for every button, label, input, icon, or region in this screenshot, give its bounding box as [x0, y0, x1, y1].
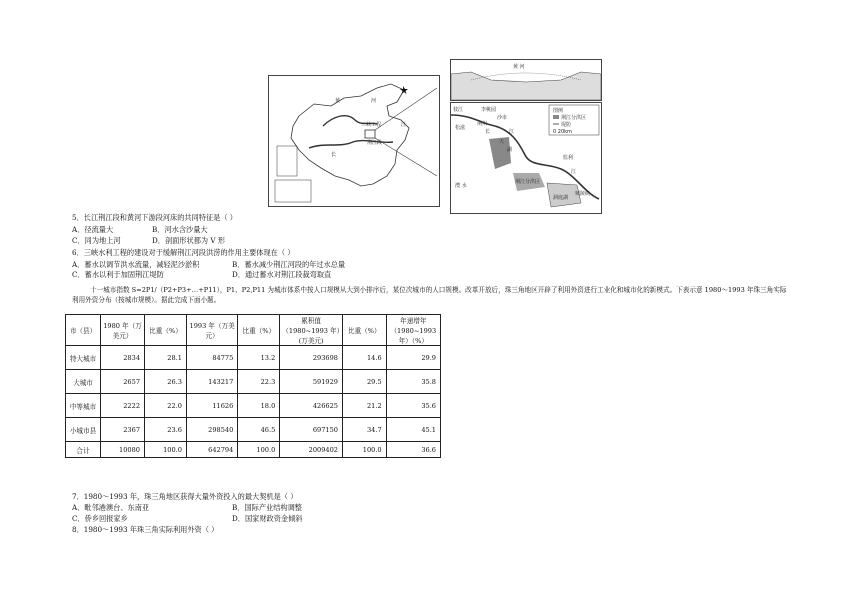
china-map-drawing [269, 76, 439, 206]
table-header-cell: 年递增年（1980~1993年）（%） [386, 315, 440, 346]
table-cell: 46.5 [238, 418, 280, 442]
table-cell: 26.3 [145, 370, 187, 394]
svg-text:李桃园: 李桃园 [481, 107, 497, 113]
q5-option-c: C．同为地上河 [72, 236, 121, 245]
jingjiang-map-drawing [451, 103, 601, 213]
q7-option-a: A．毗邻港澳台、东南亚 [72, 503, 150, 512]
table-cell: 大城市 [66, 370, 101, 394]
q5-option-b: B．河水含沙量大 [152, 225, 208, 234]
table-row [66, 370, 441, 394]
table-cell: 298540 [186, 418, 237, 442]
q8-stem: 8．1980～1993 年珠三角实际利用外资（ ） [72, 525, 219, 534]
table-row [66, 394, 441, 418]
table-cell: 293698 [280, 346, 343, 370]
table-cell: 23.6 [145, 418, 187, 442]
table-cell: 21.2 [343, 394, 387, 418]
table-cell: 35.6 [386, 394, 440, 418]
table-cell: 2009402 [280, 442, 343, 458]
table-cell: 2367 [101, 418, 145, 442]
table-cell: 2657 [101, 370, 145, 394]
table-cell: 84775 [186, 346, 237, 370]
table-cell: 100.0 [145, 442, 187, 458]
q5-option-a: A．径流量大 [72, 225, 114, 234]
table-header-cell: 比重（%） [238, 315, 280, 346]
table-row [66, 418, 441, 442]
q7-option-d: D．国家财政资金倾斜 [232, 514, 303, 523]
table-cell: 36.6 [386, 442, 440, 458]
svg-text:图例: 图例 [553, 108, 564, 114]
svg-text:监利: 监利 [563, 155, 574, 161]
table-cell: 45.1 [386, 418, 440, 442]
yellow-river-section-drawing [451, 60, 601, 100]
q6-stem: 6．三峡水利工程的建设对于缓解荆江河段洪涝的作用主要体现在（ ） [72, 248, 295, 257]
svg-text:河: 河 [371, 98, 377, 104]
table-cell: 697150 [280, 418, 343, 442]
svg-text:沙市: 沙市 [497, 115, 508, 121]
svg-text:江: 江 [509, 129, 515, 135]
table-cell: 小城市县 [66, 418, 101, 442]
table-cell: 14.6 [343, 346, 387, 370]
q6-option-b: B．蓄水减少荆江河段的年过水总量 [232, 260, 346, 269]
svg-text:澧 水: 澧 水 [455, 183, 467, 189]
svg-text:城陵矶: 城陵矶 [575, 191, 591, 197]
china-map [268, 75, 440, 207]
svg-text:黄: 黄 [335, 98, 341, 104]
table-cell: 中等城市 [66, 394, 101, 418]
table-cell: 642794 [186, 442, 237, 458]
star-icon [400, 86, 408, 94]
table-cell: 100.0 [238, 442, 280, 458]
table-cell: 合计 [66, 442, 101, 458]
q6-option-d: D．通过蓄水对荆江段裁弯取直 [232, 270, 332, 279]
q7-stem: 7．1980～1993 年，珠三角地区获得大量外资投入的最大契机是（ ） [72, 492, 298, 501]
table-cell: 2834 [101, 346, 145, 370]
svg-text:0 20km: 0 20km [553, 129, 572, 135]
svg-text:长: 长 [485, 129, 491, 135]
svg-text:黄 河: 黄 河 [513, 64, 525, 70]
table-cell: 426625 [280, 394, 343, 418]
table-cell: 18.0 [238, 394, 280, 418]
svg-text:大: 大 [499, 139, 505, 145]
svg-text:江: 江 [571, 169, 577, 175]
q6-option-a: A．蓄水以调节洪水流量，减轻泥沙淤积 [72, 260, 200, 269]
svg-text:江: 江 [401, 122, 407, 128]
svg-text:洞庭湖: 洞庭湖 [553, 195, 569, 201]
table-row-total [66, 442, 441, 458]
table-cell: 100.0 [343, 442, 387, 458]
table-header-cell: 1980 年（万美元） [101, 315, 145, 346]
svg-text:荆江段: 荆江段 [367, 140, 383, 146]
table-cell: 34.7 [343, 418, 387, 442]
svg-text:荆江分洪区: 荆江分洪区 [561, 115, 587, 121]
q5-stem: 5．长江荆江段和黄河下游段河床的共同特征是（ ） [72, 213, 237, 222]
svg-text:荆州: 荆州 [477, 121, 488, 127]
jingjiang-map [450, 102, 602, 214]
svg-text:枝江: 枝江 [453, 107, 464, 113]
svg-text:堤防: 堤防 [561, 122, 572, 128]
table-cell: 13.2 [238, 346, 280, 370]
table-row [66, 346, 441, 370]
q6-option-c: C．蓄水以利于加固荆江堤防 [72, 270, 164, 279]
table-cell: 143217 [186, 370, 237, 394]
table-header-cell: 比重（%） [145, 315, 187, 346]
table-cell: 35.8 [386, 370, 440, 394]
table-cell: 29.5 [343, 370, 387, 394]
passage: 十一城市指数 S=2P1/（P2+P3+…+P11），P1、P2,P11 为城市体系中按人口规模从大到小排序后，某位次城市的人口规模。改革开放后，珠三角地区开辟了利用外资进行工业化和城市化的新模式。下表示意 1980～1993 年珠三角实际利用外资分布（按城市规模）。据此完成下面小题。 [72, 286, 787, 304]
table-cell: 28.1 [145, 346, 187, 370]
table-cell: 591929 [280, 370, 343, 394]
table-cell: 22.0 [145, 394, 187, 418]
table-cell: 2222 [101, 394, 145, 418]
table-header-cell: 比重（%） [343, 315, 387, 346]
table-header-row [66, 315, 441, 346]
table-cell: 特大城市 [66, 346, 101, 370]
q5-option-d: D．剖面形状都为 V 形 [152, 236, 226, 245]
table-cell: 10080 [101, 442, 145, 458]
table-header-cell: 1993 年（万美元） [186, 315, 237, 346]
table-header-cell: 累积值（1980~1993 年）(万美元) [280, 315, 343, 346]
fdi-table [65, 314, 441, 458]
svg-text:湖: 湖 [507, 147, 513, 153]
svg-text:松滋: 松滋 [455, 125, 466, 131]
yellow-river-section [450, 59, 602, 101]
q7-option-b: B．国际产业结构调整 [232, 503, 302, 512]
svg-text:长: 长 [331, 152, 337, 158]
table-cell: 22.3 [238, 370, 280, 394]
table-cell: 29.9 [386, 346, 440, 370]
svg-text:荆江分洪区: 荆江分洪区 [515, 179, 541, 185]
svg-text:三峡工程: 三峡工程 [361, 122, 382, 128]
table-header-cell: 市（县） [66, 315, 101, 346]
table-cell: 11626 [186, 394, 237, 418]
q7-option-c: C．侨乡回报家乡 [72, 514, 128, 523]
